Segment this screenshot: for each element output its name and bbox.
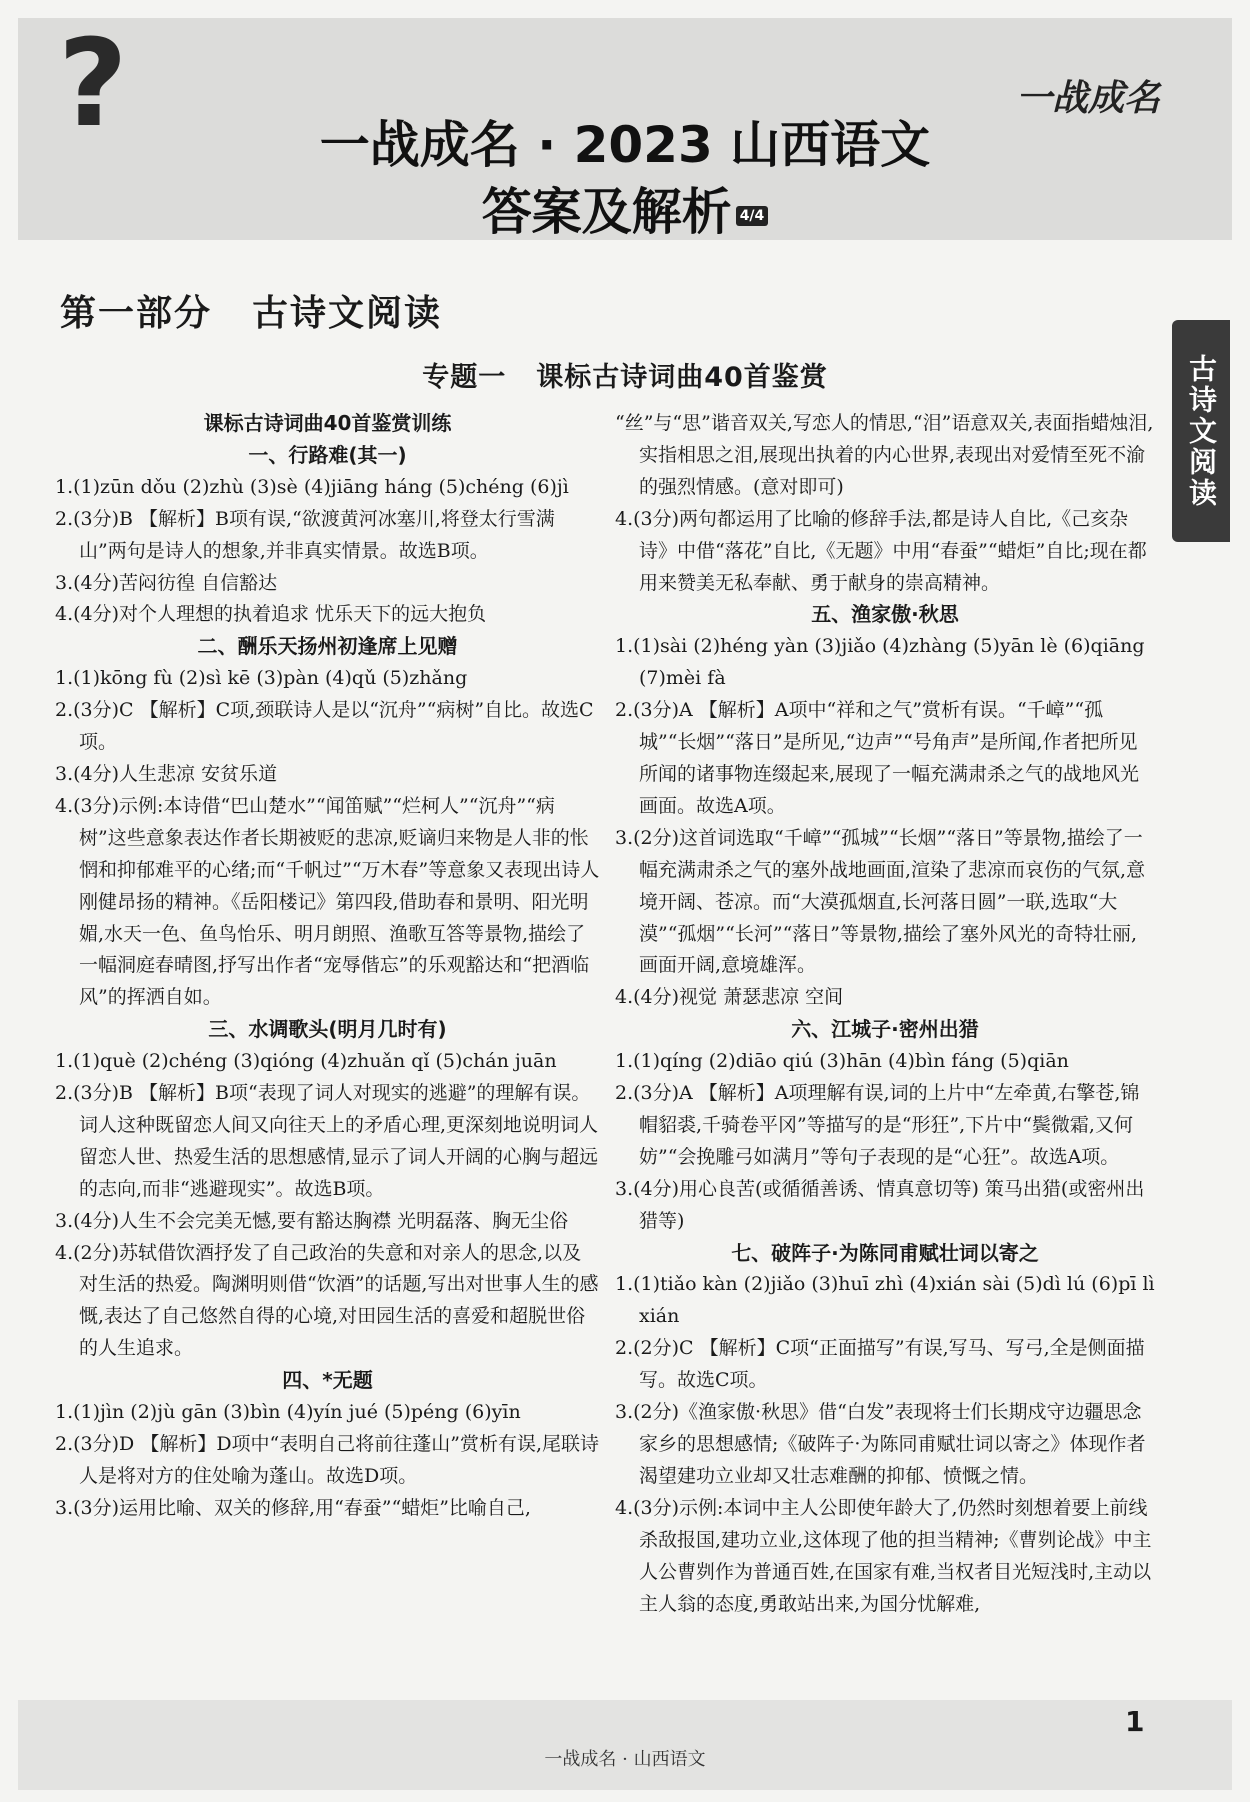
- topic-name: 课标古诗词曲40首鉴赏: [536, 362, 828, 393]
- answer-item: 2.(3分)B 【解析】B项有误,“欲渡黄河冰塞川,将登太行雪满山”两句是诗人的想象,并非真实情景。故选B项。: [55, 507, 555, 562]
- answer-item: 4.(3分)示例:本词中主人公即使年龄大了,仍然时刻想着要上前线杀敌报国,建功立业,这体现了他的担当精神;《曹刿论战》中主人公曹刿作为普通百姓,在国家有难,当权者目光短浅时,主动以主人翁的态度,勇敢站出来,为国分忧解难,: [615, 1496, 1152, 1615]
- answer-item: 2.(3分)B 【解析】B项“表现了词人对现实的逃避”的理解有误。词人这种既留恋人间又向往天上的矛盾心理,更深刻地说明词人留恋人世、热爱生活的思想感情,显示了词人开阔的心胸与超远的志向,而非“逃避现实”。故选B项。: [55, 1082, 599, 1200]
- answer-item: 4.(4分)视觉 萧瑟悲凉 空间: [615, 986, 844, 1009]
- section-title: 二、酬乐天扬州初逢席上见赠: [197, 634, 458, 659]
- answer-item: 3.(3分)运用比喻、双关的修辞,用“春蚕”“蜡炬”比喻自己,: [55, 1496, 531, 1519]
- issue-badge: 4/4: [736, 206, 769, 226]
- question-mark-icon: ?: [58, 15, 128, 154]
- answer-item: 2.(3分)A 【解析】A项理解有误,词的上片中“左牵黄,右擎苍,锦帽貂裘,千骑卷平冈”等描写的是“形狂”,下片中“鬓微霜,又何妨”“会挽雕弓如满月”等句子表现的是“心狂”。故选A项。: [615, 1082, 1140, 1168]
- topic-title: [0, 355, 1250, 394]
- answer-item: 1.(1)kōng fù (2)sì kē (3)pàn (4)qǔ (5)zhǎng: [55, 667, 468, 690]
- answer-item: 1.(1)zūn dǒu (2)zhù (3)sè (4)jiāng háng (5)chéng (6)jì: [55, 475, 569, 498]
- answer-item: 2.(3分)C 【解析】C项,颈联诗人是以“沉舟”“病树”自比。故选C项。: [55, 699, 594, 754]
- answer-item: 1.(1)sài (2)héng yàn (3)jiǎo (4)zhàng (5)yān lè (6)qiāng (7)mèi fà: [615, 635, 1145, 690]
- section-title: 课标古诗词曲40首鉴赏训练: [203, 411, 452, 435]
- answer-item: “丝”与“思”谐音双关,写恋人的情思,“泪”语意双关,表面指蜡烛泪,实指相思之泪,展现出执着的内心世界,表现出对爱情至死不渝的强烈情感。(意对即可): [615, 412, 1154, 498]
- section-title: 七、破阵子·为陈同甫赋壮词以寄之: [731, 1240, 1039, 1265]
- answer-item: 4.(4分)对个人理想的执着追求 忧乐天下的远大抱负: [55, 603, 487, 626]
- answer-item: 2.(2分)C 【解析】C项“正面描写”有误,写马、写弓,全是侧面描写。故选C项。: [615, 1337, 1145, 1392]
- answer-item: 3.(4分)用心良苦(或循循善诱、情真意切等) 策马出猎(或密州出猎等): [615, 1177, 1145, 1232]
- part-label: 第一部分: [60, 292, 213, 334]
- section-title: 四、*无题: [282, 1368, 373, 1393]
- sub-title-text: 答案及解析: [481, 183, 732, 241]
- section-title: 三、水调歌头(明月几时有): [208, 1017, 447, 1042]
- part-name: 古诗文阅读: [252, 292, 443, 334]
- answer-item: 1.(1)què (2)chéng (3)qióng (4)zhuǎn qǐ (5)chán juān: [55, 1050, 557, 1073]
- answer-item: 1.(1)jìn (2)jù gān (3)bìn (4)yín jué (5)péng (6)yīn: [55, 1401, 521, 1424]
- answer-item: 3.(4分)苦闷彷徨 自信豁达: [55, 571, 278, 594]
- answer-item: 4.(3分)两句都运用了比喻的修辞手法,都是诗人自比,《己亥杂诗》中借“落花”自比,《无题》中用“春蚕”“蜡炬”自比;现在都用来赞美无私奉献、勇于献身的崇高精神。: [615, 507, 1147, 594]
- section-title: 六、江城子·密州出猎: [791, 1017, 979, 1042]
- answer-item: 1.(1)tiǎo kàn (2)jiǎo (3)huī zhì (4)xián sài (5)dì lú (6)pī lì xián: [615, 1273, 1155, 1328]
- main-title: 一战成名 · 2023 山西语文: [319, 116, 931, 174]
- part-title: [60, 285, 442, 336]
- answer-item: 3.(4分)人生不会完美无憾,要有豁达胸襟 光明磊落、胸无尘俗: [55, 1209, 569, 1232]
- answer-item: 4.(3分)示例:本诗借“巴山楚水”“闻笛赋”“烂柯人”“沉舟”“病树”这些意象表达作者长期被贬的悲凉,贬谪归来物是人非的怅惘和抑郁难平的心绪;而“千帆过”“万木春”等意象又表现出诗人刚健昂扬的精神。《岳阳楼记》第四段,借助春和景明、阳光明媚,水天一色、鱼鸟怡乐、明月朗照、渔歌互答等景物,描绘了一幅洞庭春晴图,抒写出作者“宠辱偕忘”的乐观豁达和“把酒临风”的挥洒自如。: [55, 794, 600, 1009]
- brand-logo: 一战成名: [1015, 78, 1160, 119]
- section-title: 五、渔家傲·秋思: [811, 602, 959, 627]
- page-number: 1: [1125, 1705, 1145, 1738]
- answer-item: 4.(2分)苏轼借饮酒抒发了自己政治的失意和对亲人的思念,以及对生活的热爱。陶渊明则借“饮酒”的话题,写出对世事人生的感慨,表达了自己悠然自得的心境,对田园生活的喜爱和超脱世俗的人生追求。: [55, 1241, 599, 1360]
- sub-title: [0, 172, 1250, 244]
- answer-item: 2.(3分)D 【解析】D项中“表明自己将前往蓬山”赏析有误,尾联诗人是将对方的住处喻为蓬山。故选D项。: [55, 1433, 600, 1487]
- footer-text: 一战成名 · 山西语文: [544, 1749, 706, 1770]
- right-column: [615, 408, 1155, 1620]
- answer-item: 2.(3分)A 【解析】A项中“祥和之气”赏析有误。“千嶂”“孤城”“长烟”“落日”是所见,“边声”“号角声”是所闻,作者把所见所闻的诸事物连缀起来,展现了一幅充满肃杀之气的战地风光画面。故选A项。: [615, 699, 1140, 817]
- answer-item: 3.(2分)这首词选取“千嶂”“孤城”“长烟”“落日”等景物,描绘了一幅充满肃杀之气的塞外战地画面,渲染了悲凉而哀伤的气氛,意境开阔、苍凉。而“大漠孤烟直,长河落日圆”一联,选取“大漠”“孤烟”“长河”“落日”等景物,描绘了塞外风光的奇特壮丽,画面开阔,意境雄浑。: [615, 826, 1146, 977]
- topic-label: 专题一: [422, 362, 507, 393]
- left-column: [55, 408, 600, 1525]
- answer-item: 3.(2分)《渔家傲·秋思》借“白发”表现将士们长期戍守边疆思念家乡的思想感情;《破阵子·为陈同甫赋壮词以寄之》体现作者渴望建功立业却又壮志难酬的抑郁、愤慨之情。: [615, 1401, 1146, 1487]
- section-title: 一、行路难(其一): [248, 442, 407, 467]
- answer-item: 3.(4分)人生悲凉 安贫乐道: [55, 762, 278, 785]
- side-tab: 古诗文阅读: [1172, 320, 1230, 542]
- answer-item: 1.(1)qíng (2)diāo qiú (3)hān (4)bìn fáng (5)qiān: [615, 1050, 1069, 1073]
